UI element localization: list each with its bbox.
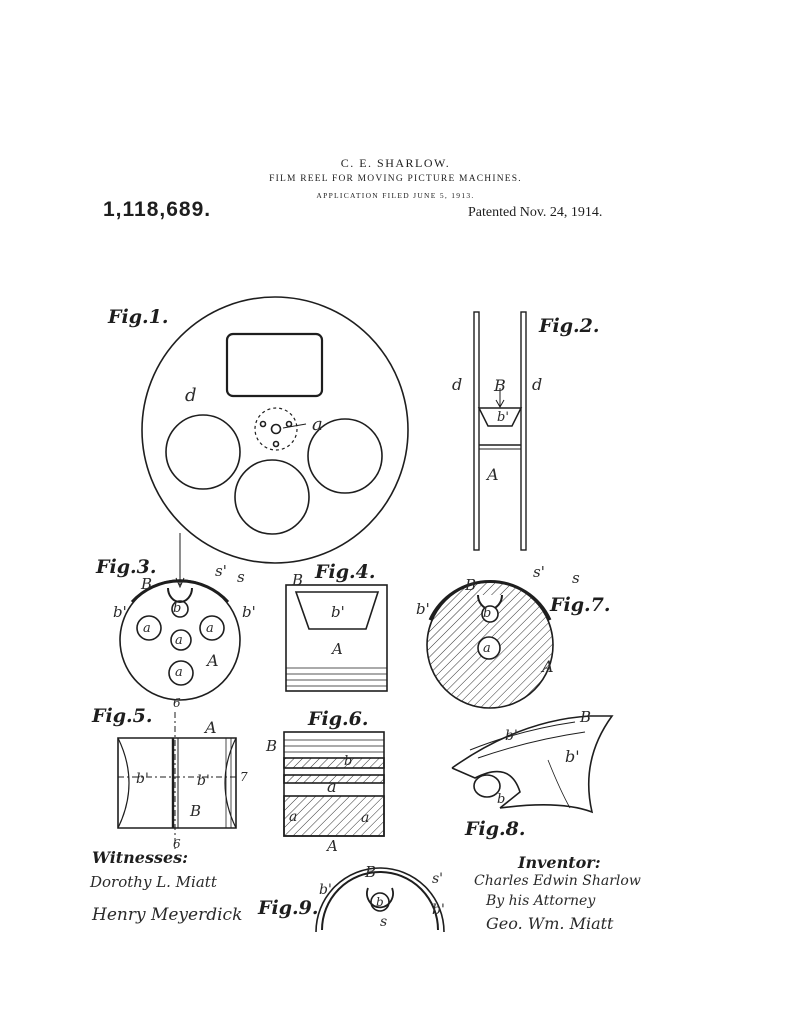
ref-a-fig6: a — [327, 777, 337, 796]
fig8-label: Fig.8. — [465, 818, 526, 840]
fig1-reel-drawing — [142, 297, 408, 563]
ref-b-prime-fig3-right: b' — [242, 603, 256, 621]
fig2-edge-view-drawing — [474, 312, 526, 550]
ref-A-fig5: A — [205, 718, 217, 737]
ref-d-fig2-right: d — [532, 375, 543, 394]
ref-s-prime-fig3: s' — [215, 562, 227, 580]
ref-A-fig3: A — [207, 651, 219, 670]
ref-B-fig5: B — [190, 802, 202, 820]
ref-7-fig5: 7 — [240, 770, 248, 784]
ref-B-fig4: B — [292, 571, 304, 589]
ref-b-prime-fig7: b' — [416, 600, 430, 618]
ref-A-fig6: A — [327, 837, 338, 855]
witnesses-heading: Witnesses: — [92, 848, 189, 867]
fig4-label: Fig.4. — [315, 561, 376, 583]
ref-a-fig6-right: a — [361, 810, 370, 826]
ref-s-fig3: s — [237, 568, 245, 586]
ref-d-fig1: d — [185, 385, 197, 406]
ref-b-fig3: b — [173, 601, 182, 616]
fig1-label: Fig.1. — [108, 306, 169, 328]
ref-b-prime-fig5-right: b' — [197, 773, 210, 789]
witness-signature-1: Dorothy L. Miatt — [90, 873, 217, 891]
ref-B-fig3: B — [141, 575, 153, 593]
patented-date: Patented Nov. 24, 1914. — [468, 205, 603, 220]
ref-B-fig7: B — [465, 576, 477, 594]
patent-number: 1,118,689. — [103, 198, 212, 221]
attorney-signature: Geo. Wm. Miatt — [486, 914, 614, 933]
ref-6-top-fig5: 6 — [173, 696, 181, 710]
fig7-label: Fig.7. — [550, 594, 611, 616]
patent-title: FILM REEL FOR MOVING PICTURE MACHINES. — [269, 174, 522, 184]
fig8-clip-perspective-drawing — [452, 716, 612, 812]
fig2-label: Fig.2. — [539, 315, 600, 337]
fig4-clip-face-drawing — [286, 585, 387, 691]
ref-b-prime-fig8-right: b' — [565, 747, 580, 766]
ref-A-fig2: A — [487, 465, 499, 484]
ref-b-prime-fig3-left: b' — [113, 603, 127, 621]
fig6-label: Fig.6. — [308, 708, 369, 730]
ref-B-fig6: B — [266, 737, 278, 755]
ref-B-fig9: B — [365, 863, 377, 881]
ref-B-fig8: B — [580, 708, 592, 726]
ref-s-fig9: s — [380, 914, 388, 930]
ref-B-fig2: B — [494, 376, 506, 395]
inventor-header: C. E. SHARLOW. — [340, 156, 451, 170]
ref-b-prime-fig8-left: b' — [505, 728, 518, 744]
inventor-signature: Charles Edwin Sharlow — [474, 873, 641, 889]
ref-b-fig8: b — [497, 792, 506, 807]
ref-a-fig3-center: a — [175, 633, 183, 648]
application-filed: APPLICATION FILED JUNE 5, 1913. — [316, 191, 475, 200]
ref-b-prime-fig2: b' — [497, 410, 509, 425]
ref-s-fig7: s — [572, 569, 580, 587]
ref-a-fig3-bottom: a — [175, 665, 183, 680]
ref-d-fig2-left: d — [452, 375, 463, 394]
ref-6-bottom-fig5: 6 — [173, 837, 181, 851]
ref-a-fig7: a — [483, 641, 491, 656]
fig9-label: Fig.9. — [258, 897, 319, 919]
ref-b-prime-fig4: b' — [331, 603, 345, 621]
witness-signature-2: Henry Meyerdick — [92, 905, 243, 925]
ref-s-prime-fig9: s' — [432, 871, 444, 887]
ref-A-fig7: A — [542, 657, 554, 676]
fig5-label: Fig.5. — [92, 705, 153, 727]
ref-a-fig3-left: a — [143, 621, 151, 636]
ref-a-fig3-right: a — [206, 621, 214, 636]
by-attorney-line: By his Attorney — [486, 893, 596, 909]
ref-b-fig9: b — [376, 895, 384, 909]
ref-b-prime-fig5-left: b' — [136, 771, 149, 787]
ref-s-prime-fig7: s' — [533, 563, 545, 581]
inventor-heading: Inventor: — [518, 853, 601, 872]
ref-b-fig7: b — [483, 606, 492, 621]
ref-A-fig4: A — [332, 640, 343, 658]
ref-a-fig1: a — [312, 414, 323, 435]
fig3-label: Fig.3. — [96, 556, 157, 578]
ref-b-fig6: b — [344, 754, 353, 769]
ref-b-prime-fig9-left: b' — [319, 882, 332, 898]
ref-b-prime-fig9-right: b' — [432, 902, 445, 918]
ref-a-fig6-left: a — [289, 809, 298, 825]
